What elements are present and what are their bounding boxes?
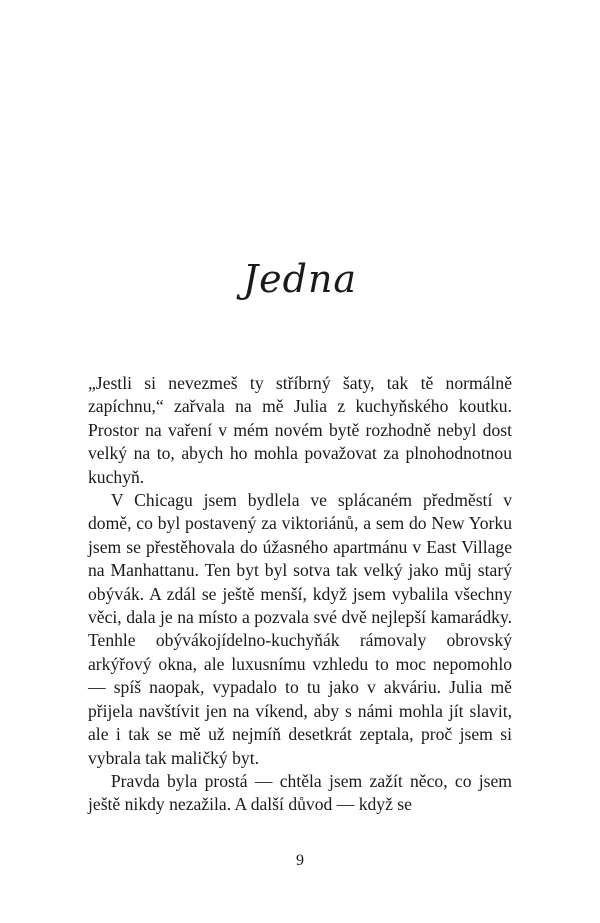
paragraph: Pravda byla prostá — chtěla jsem zažít něco, co jsem ještě nikdy nezažila. A další důvod — když se [88,770,512,815]
chapter-title: Jedna [242,257,358,302]
paragraph: V Chicagu jsem bydlela ve splácaném předměstí v domě, co byl postavený za viktoriánů, a sem do New Yorku jsem se přestěhovala do úžasného apartmánu v East Village na Manhattanu. Ten byt byl sotva tak velký jako můj starý obývák. A zdál se ještě menší, když jsem vybalila všechny věci, dala je na místo a pozvala své dvě nejlepší kamarádky. Tenhle obývákojídelno-kuchyňák rámovaly obrovský arkýřový okna, ale luxusnímu vzhledu to moc nepomohlo — spíš naopak, vypadalo to tu jako v akváriu. Julia mě přijela navštívit jen na víkend, aby s námi mohla jít slavit, ale i tak se mě už nejmíň desetkrát zeptala, proč jsem si vybrala tak maličký byt. [88,490,512,768]
page-number: 9 [296,852,304,869]
paragraph: „Jestli si nevezmeš ty stříbrný šaty, tak tě normálně zapíchnu,“ zařvala na mě Julia z kuchyňského koutku. Prostor na vaření v mém novém bytě rozhodně nebyl dost velký na to, abych ho mohla považovat za plnohodnotnou kuchyň. [88,373,512,487]
body-text [88,372,512,817]
